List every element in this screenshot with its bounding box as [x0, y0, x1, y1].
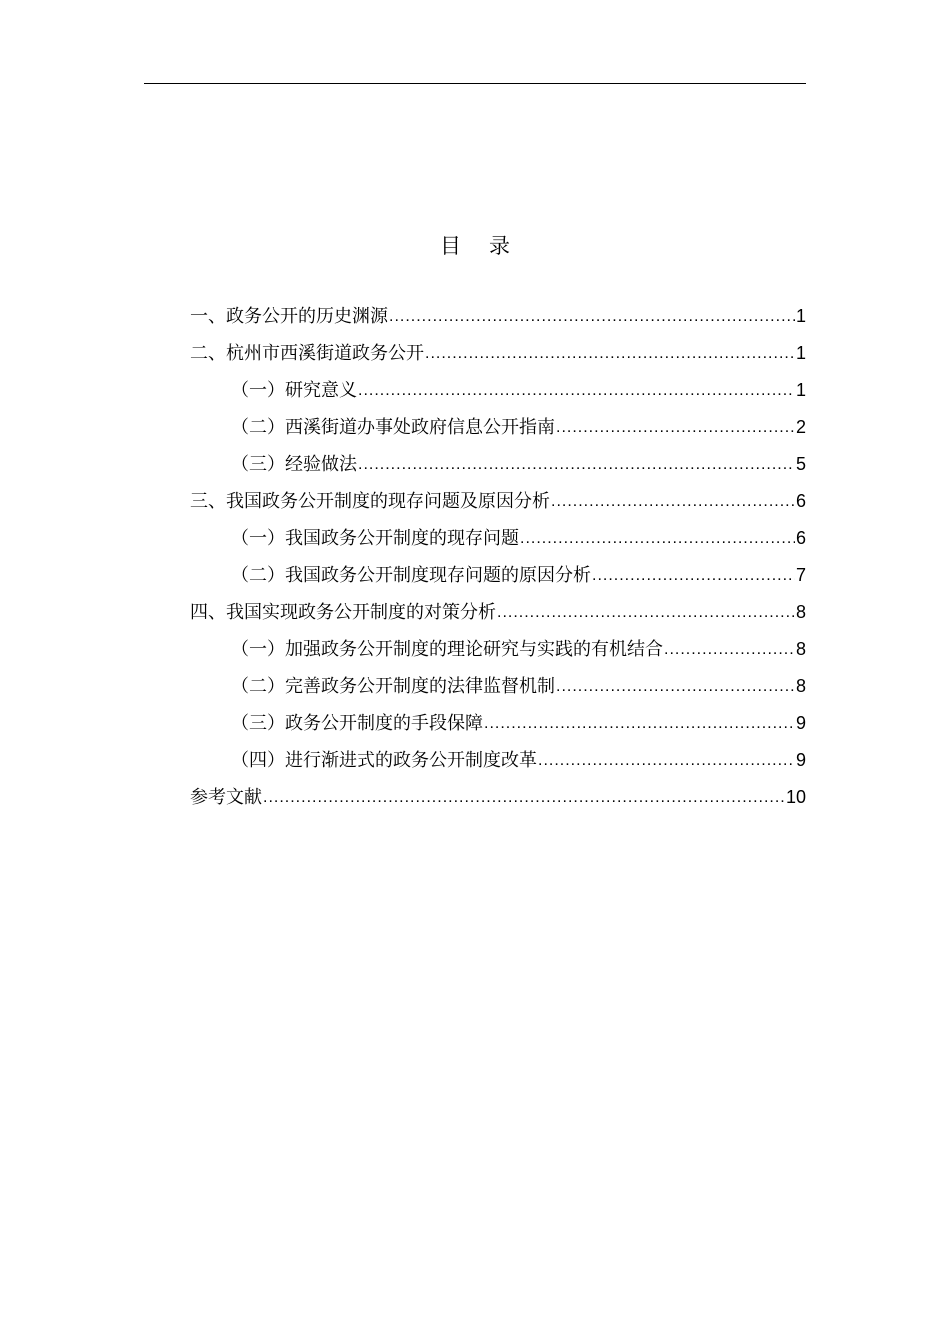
- toc-entry-text: 三、我国政务公开制度的现存问题及原因分析: [190, 491, 550, 512]
- dot-leader: [263, 779, 785, 816]
- toc-page-number: 6: [795, 491, 806, 511]
- toc-page-number: 9: [795, 750, 806, 770]
- toc-entry-text: （四）进行渐进式的政务公开制度改革: [231, 750, 537, 771]
- dot-leader: [497, 594, 795, 631]
- toc-entry[interactable]: [190, 483, 806, 520]
- toc-entry[interactable]: [190, 446, 806, 483]
- dot-leader: [389, 298, 795, 335]
- toc-entry-text: 参考文献: [190, 787, 262, 808]
- toc-entry-text: （一）我国政务公开制度的现存问题: [231, 528, 519, 549]
- toc-page-number: 9: [795, 713, 806, 733]
- toc-entry[interactable]: [190, 298, 806, 335]
- toc-entry-text: 二、杭州市西溪街道政务公开: [190, 343, 424, 364]
- toc-entry-text: （一）研究意义: [231, 380, 357, 401]
- toc-entry-text: （一）加强政务公开制度的理论研究与实践的有机结合: [231, 639, 663, 660]
- dot-leader: [592, 557, 795, 594]
- dot-leader: [358, 446, 795, 483]
- toc-entry[interactable]: [190, 409, 806, 446]
- toc-entry-text: 一、政务公开的历史渊源: [190, 306, 388, 327]
- dot-leader: [520, 520, 795, 557]
- toc-entry[interactable]: [190, 557, 806, 594]
- dot-leader: [484, 705, 795, 742]
- toc-page-number: 2: [795, 417, 806, 437]
- toc-page-number: 7: [795, 565, 806, 585]
- toc-entry-text: （二）完善政务公开制度的法律监督机制: [231, 676, 555, 697]
- toc-entry[interactable]: [190, 631, 806, 668]
- toc-title-char-2: 录: [489, 234, 510, 258]
- toc-entry-text: （二）西溪街道办事处政府信息公开指南: [231, 417, 555, 438]
- toc-page-number: 6: [795, 528, 806, 548]
- table-of-contents: [190, 298, 806, 816]
- dot-leader: [425, 335, 795, 372]
- toc-page-number: 1: [795, 343, 806, 363]
- toc-page-number: 1: [795, 306, 806, 326]
- toc-title-char-1: 目: [440, 234, 461, 258]
- toc-title: [0, 230, 950, 260]
- toc-page-number: 8: [795, 639, 806, 659]
- dot-leader: [358, 372, 795, 409]
- dot-leader: [556, 409, 795, 446]
- toc-entry[interactable]: [190, 594, 806, 631]
- toc-entry-text: （三）政务公开制度的手段保障: [231, 713, 483, 734]
- toc-page-number: 5: [795, 454, 806, 474]
- dot-leader: [664, 631, 795, 668]
- toc-entry-text: （三）经验做法: [231, 454, 357, 475]
- toc-entry[interactable]: [190, 335, 806, 372]
- dot-leader: [538, 742, 795, 779]
- toc-entry[interactable]: [190, 668, 806, 705]
- toc-entry[interactable]: [190, 705, 806, 742]
- toc-entry[interactable]: [190, 779, 806, 816]
- toc-page-number: 10: [785, 787, 806, 807]
- header-rule: [144, 83, 806, 84]
- dot-leader: [551, 483, 795, 520]
- toc-page-number: 1: [795, 380, 806, 400]
- toc-entry-text: 四、我国实现政务公开制度的对策分析: [190, 602, 496, 623]
- toc-entry-text: （二）我国政务公开制度现存问题的原因分析: [231, 565, 591, 586]
- toc-entry[interactable]: [190, 742, 806, 779]
- toc-entry[interactable]: [190, 520, 806, 557]
- toc-page-number: 8: [795, 676, 806, 696]
- toc-entry[interactable]: [190, 372, 806, 409]
- toc-page-number: 8: [795, 602, 806, 622]
- dot-leader: [556, 668, 795, 705]
